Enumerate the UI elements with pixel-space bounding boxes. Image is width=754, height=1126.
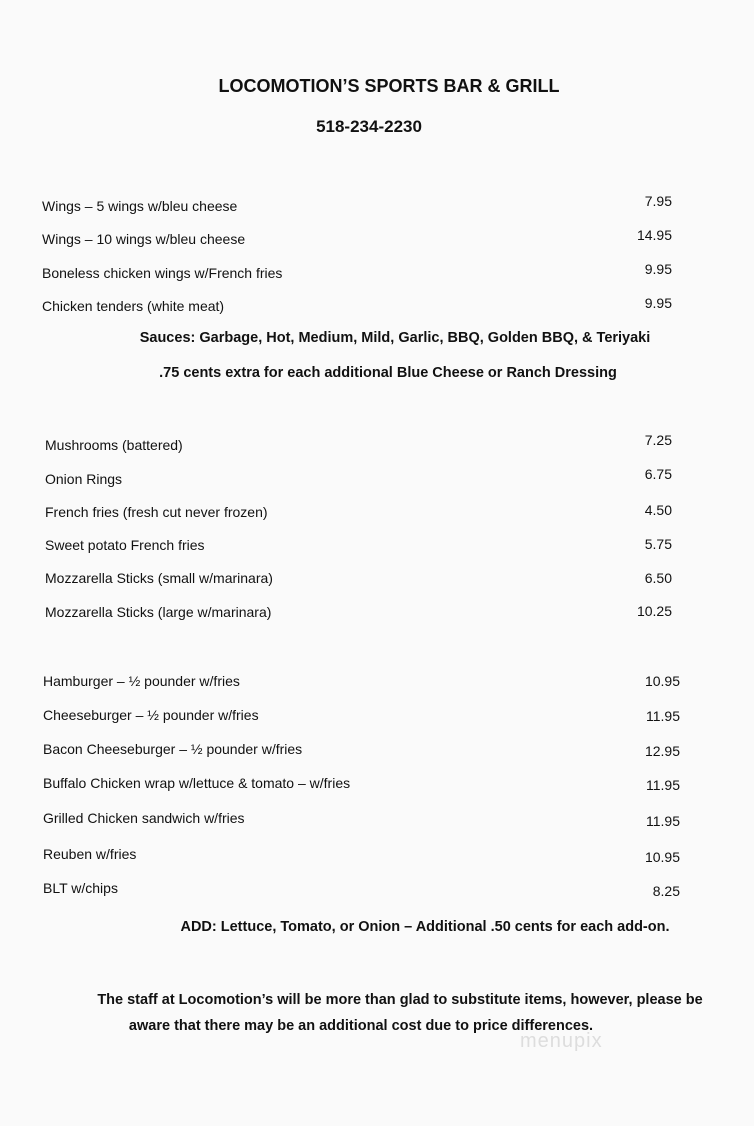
menu-item-name: BLT w/chips <box>43 880 118 896</box>
menu-item-name: Boneless chicken wings w/French fries <box>42 265 283 281</box>
menu-item-price: 6.50 <box>644 570 672 586</box>
menu-item-name: Hamburger – ½ pounder w/fries <box>43 673 240 689</box>
menu-item-name: Sweet potato French fries <box>45 537 205 553</box>
watermark: menupix <box>520 1030 603 1052</box>
menu-item-name: Cheeseburger – ½ pounder w/fries <box>43 707 259 723</box>
sauces-note: Sauces: Garbage, Hot, Medium, Mild, Garlic, BBQ, Golden BBQ, & Teriyaki <box>139 330 651 346</box>
menu-item-price: 12.95 <box>644 743 680 759</box>
menu-item-name: Mushrooms (battered) <box>45 437 183 453</box>
addon-note: ADD: Lettuce, Tomato, or Onion – Additional .50 cents for each add-on. <box>180 919 670 935</box>
menu-item-name: Wings – 5 wings w/bleu cheese <box>42 198 238 214</box>
menu-item-name: French fries (fresh cut never frozen) <box>45 504 268 520</box>
menu-item-name: Mozzarella Sticks (small w/marinara) <box>45 570 273 586</box>
menu-item-name: Grilled Chicken sandwich w/fries <box>43 810 245 826</box>
menu-item-price: 4.50 <box>644 502 672 518</box>
menu-item-name: Chicken tenders (white meat) <box>42 298 225 314</box>
menu-item-price: 10.95 <box>644 849 680 865</box>
menu-item-price: 8.25 <box>652 883 680 899</box>
menu-item-name: Bacon Cheeseburger – ½ pounder w/fries <box>43 741 303 757</box>
menu-item-price: 10.95 <box>644 673 680 689</box>
menu-item-price: 9.95 <box>644 261 672 277</box>
menu-item-name: Onion Rings <box>45 471 123 487</box>
menu-item-price: 11.95 <box>646 708 680 724</box>
menu-item-name: Buffalo Chicken wrap w/lettuce & tomato – w/fries <box>43 775 351 791</box>
dressing-note: .75 cents extra for each additional Blue Cheese or Ranch Dressing <box>159 365 617 381</box>
footer-line-2: aware that there may be an additional cost due to price differences. <box>128 1018 594 1034</box>
menu-item-price: 11.95 <box>646 777 680 793</box>
menu-item-price: 6.75 <box>644 466 672 482</box>
menu-item-price: 14.95 <box>636 227 672 243</box>
phone-number: 518-234-2230 <box>316 117 422 136</box>
menu-item-price: 5.75 <box>644 536 672 552</box>
footer-line-1: The staff at Locomotion’s will be more than glad to substitute items, however, please be <box>97 992 703 1008</box>
restaurant-title: LOCOMOTION’S SPORTS BAR & GRILL <box>218 76 560 96</box>
menu-item-price: 10.25 <box>636 603 672 619</box>
menu-item-price: 11.95 <box>646 813 680 829</box>
menu-item-price: 7.25 <box>644 432 672 448</box>
menu-item-name: Mozzarella Sticks (large w/marinara) <box>45 604 272 620</box>
menu-item-price: 7.95 <box>644 193 672 209</box>
menu-item-name: Reuben w/fries <box>43 846 137 862</box>
menu-item-price: 9.95 <box>644 295 672 311</box>
menu-item-name: Wings – 10 wings w/bleu cheese <box>42 231 246 247</box>
